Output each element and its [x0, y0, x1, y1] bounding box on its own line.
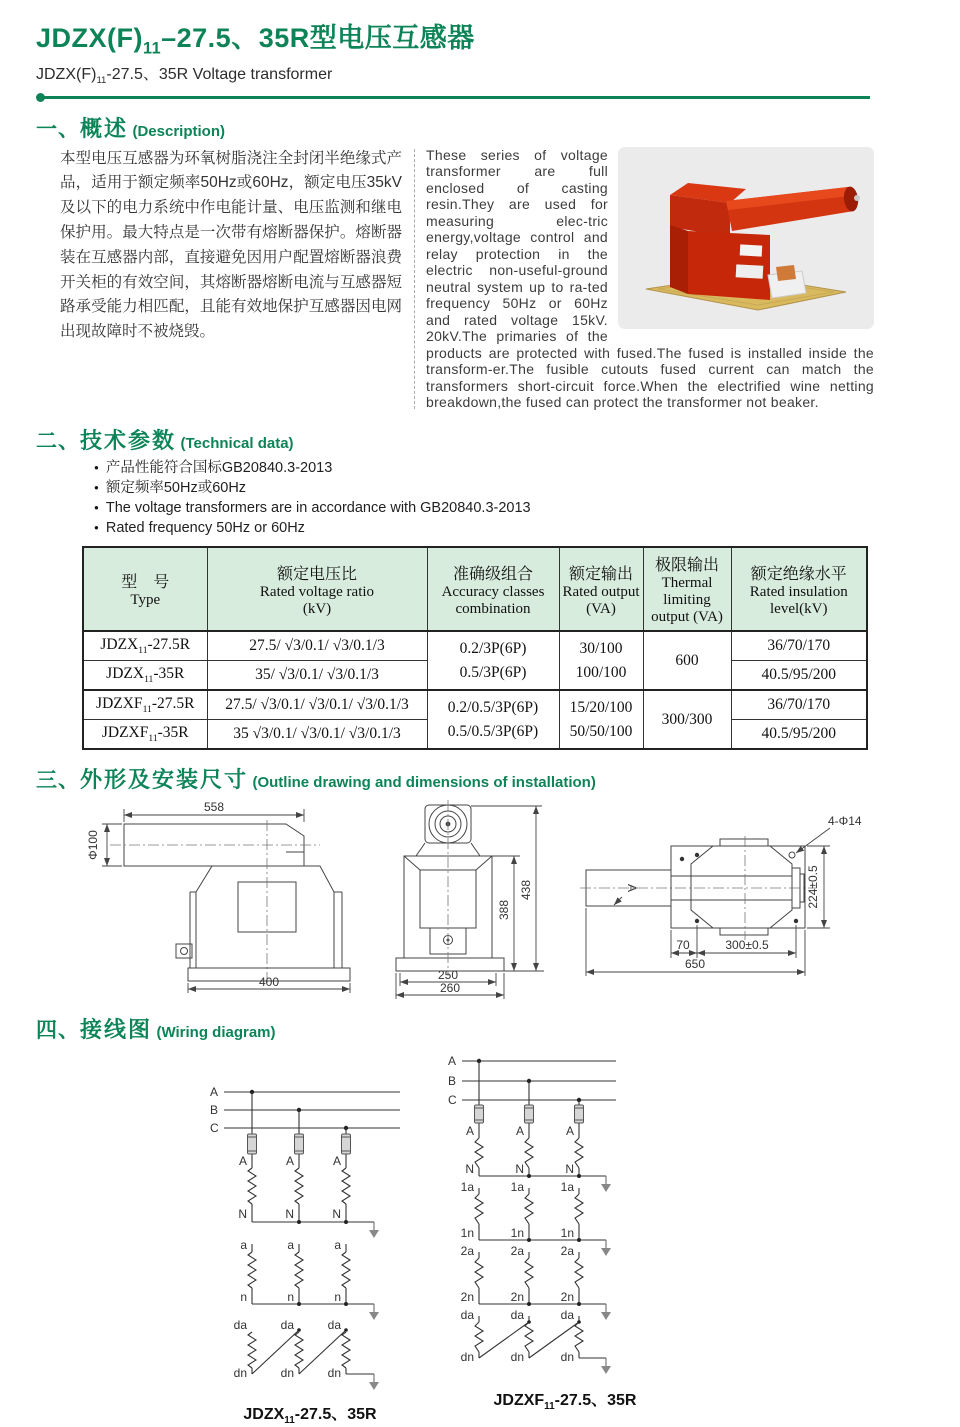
winding-label: dn [560, 1350, 574, 1365]
cell-insulation: 36/70/170 [731, 631, 867, 661]
section-title-en: (Description) [132, 122, 225, 140]
dim-label-558: 558 [203, 800, 225, 815]
cell-insulation: 36/70/170 [731, 690, 867, 720]
top-view-drawing [578, 798, 960, 998]
dim-label-224: 224±0.5 [806, 865, 820, 909]
cell-rated-output-group1: 30/100 100/100 [559, 631, 643, 690]
section-title-zh: 概述 [80, 115, 129, 141]
bullet-item: ● Rated frequency 50Hz or 60Hz [94, 519, 874, 537]
section-heading-outline [36, 763, 874, 794]
cell-accuracy-group1: 0.2/3P(6P) 0.5/3P(6P) [427, 631, 559, 690]
wiring-caption-jdzx: $JDZX_{11}-27.5$、35R [243, 1406, 377, 1427]
winding-label: dn [460, 1350, 474, 1365]
dim-label-650: 650 [684, 957, 706, 972]
cell-ratio: 27.5/ √3/0.1/ √3/0.1/ √3/0.1/3 [207, 690, 427, 720]
cell-accuracy-group2: 0.2/0.5/3P(6P) 0.5/0.5/3P(6P) [427, 690, 559, 749]
winding-label: n [287, 1290, 294, 1305]
winding-label: N [465, 1162, 474, 1177]
page-title: $JDZX(F)_{11}-27.5$、35R型电压互感器 [36, 23, 475, 58]
dim-label-300: 300±0.5 [725, 938, 769, 953]
wiring-caption-jdzxf: $JDZXF_{11}-27.5$、35R [493, 1392, 637, 1413]
dim-label-70: 70 [676, 938, 690, 953]
front-view-drawing [392, 798, 570, 1000]
bullet-item: ● 产品性能符合国标GB20840.3-2013 [94, 459, 874, 477]
section-title-en: (Wiring diagram) [156, 1024, 276, 1042]
section-arrow-label: A [625, 884, 639, 893]
technical-bullet-list [94, 459, 874, 538]
winding-label: 1a [510, 1180, 524, 1195]
winding-label: da [510, 1308, 524, 1323]
col-header-ratio: 额定电压比 Rated voltage ratio (kV) [207, 547, 427, 631]
winding-label: da [327, 1318, 341, 1333]
phase-label: A [210, 1085, 219, 1100]
section-heading-technical-data [36, 424, 874, 455]
cell-insulation: 40.5/95/200 [731, 661, 867, 691]
winding-label: N [238, 1207, 247, 1222]
section-title-zh: 外形及安装尺寸 [80, 767, 249, 793]
winding-label: A [515, 1124, 524, 1139]
winding-label: N [285, 1207, 294, 1222]
winding-label: A [465, 1124, 474, 1139]
winding-label: dn [510, 1350, 524, 1365]
wiring-diagram-jdzx [204, 1076, 416, 1392]
cell-ratio: 27.5/ √3/0.1/ √3/0.1/3 [207, 631, 427, 661]
dim-label-250: 250 [437, 968, 459, 983]
winding-label: a [287, 1238, 294, 1253]
phase-label: B [448, 1074, 457, 1089]
winding-label: n [240, 1290, 247, 1305]
cell-ratio: 35 √3/0.1/ √3/0.1/ √3/0.1/3 [207, 720, 427, 750]
section-title-zh: 接线图 [80, 1017, 153, 1043]
winding-label: n [334, 1290, 341, 1305]
en-paragraph: These series of voltage transformer are full enclosed of casting resin.They are used for measuring elec-tric energy,voltage control and relay protection in the electric non-useful-ground neutral system up to ra-ted frequency 50Hz or 60Hz and rated voltage 15kV. 20kV.The primaries of the products are protected with fused.The fused is installed inside the transform-er.The fusible cutouts fused current can match the transformers short-circuit force.When the electrified wine netting breakdown,the fused can protect the transformer not beaker. [426, 146, 874, 411]
phase-label: A [448, 1054, 457, 1069]
technical-data-table [82, 546, 868, 750]
description-section [60, 147, 874, 411]
table-row [83, 631, 867, 661]
winding-label: 1n [510, 1226, 524, 1241]
winding-label: A [238, 1154, 247, 1169]
winding-label: 1n [560, 1226, 574, 1241]
cell-insulation: 40.5/95/200 [731, 720, 867, 750]
winding-label: 2n [560, 1290, 574, 1305]
winding-label: dn [280, 1366, 294, 1381]
section-number: 三、 [36, 769, 80, 793]
winding-label: A [285, 1154, 294, 1169]
en-paragraph-block [426, 147, 874, 411]
section-number: 四、 [36, 1019, 80, 1043]
dim-label-388: 388 [497, 900, 511, 921]
cell-thermal-group2: 300/300 [643, 690, 731, 749]
col-header-rated-output: 额定输出 Rated output (VA) [559, 547, 643, 631]
cell-type: $JDZXF_{11}-35R$ [83, 720, 207, 750]
section-heading-description [36, 112, 874, 143]
cell-thermal-group1: 600 [643, 631, 731, 690]
winding-label: dn [327, 1366, 341, 1381]
winding-label: 2n [460, 1290, 474, 1305]
winding-label: da [460, 1308, 474, 1323]
column-divider [414, 149, 415, 409]
winding-label: A [565, 1124, 574, 1139]
wiring-block-jdzx [204, 1076, 416, 1426]
cn-paragraph: 本型电压互感器为环氧树脂浇注全封闭半绝缘式产品，适用于额定频率50Hz或60Hz，额定电压35kV及以下的电力系统中作电能计量、电压监测和继电保护用。最大特点是一次带有熔断器保护。熔断器装在互感器内部，直接避免因用户配置熔断器浪费开关柜的有效空间，其熔断器熔断电流与互感器短路承受能力相匹配，且能有效地保护互感器因电网出现故障时不被烧毁。 [60, 149, 402, 341]
winding-label: da [560, 1308, 574, 1323]
wiring-diagrams [204, 1048, 874, 1426]
header-rule [38, 96, 870, 99]
phase-label: B [210, 1103, 219, 1118]
dim-label-diameter: Φ100 [86, 830, 100, 861]
winding-label: N [565, 1162, 574, 1177]
phase-label: C [210, 1121, 219, 1136]
dim-label-260: 260 [439, 981, 461, 996]
winding-label: 1n [460, 1226, 474, 1241]
winding-label: 1a [560, 1180, 574, 1195]
cell-type: $JDZX_{11}-27.5R$ [83, 631, 207, 661]
cell-ratio: 35/ √3/0.1/ √3/0.1/3 [207, 661, 427, 691]
winding-label: A [332, 1154, 341, 1169]
winding-label: 1a [460, 1180, 474, 1195]
col-header-type: 型 号 Type [83, 547, 207, 631]
dim-label-holes: 4-Φ14 [828, 814, 862, 829]
winding-label: a [334, 1238, 341, 1253]
col-header-accuracy: 准确级组合 Accuracy classes combination [427, 547, 559, 631]
side-view-drawing [62, 798, 384, 994]
winding-label: a [240, 1238, 247, 1253]
section-title-en: (Technical data) [180, 434, 294, 452]
cell-type: $JDZXF_{11}-27.5R$ [83, 690, 207, 720]
rule-dot [36, 93, 45, 102]
col-header-thermal-output: 极限输出 Thermal limiting output (VA) [643, 547, 731, 631]
table-row [83, 690, 867, 720]
outline-drawings [62, 798, 874, 1000]
bullet-item: ● 额定频率50Hz或60Hz [94, 479, 874, 497]
cell-type: $JDZX_{11}-35R$ [83, 661, 207, 691]
page-subtitle: $JDZX(F)_{11}-27.5$、35R Voltage transformer [36, 66, 333, 87]
winding-label: 2n [510, 1290, 524, 1305]
section-title-zh: 技术参数 [80, 427, 177, 453]
bullet-item: ● The voltage transformers are in accordance with GB20840.3-2013 [94, 499, 874, 517]
winding-label: 2a [510, 1244, 524, 1259]
section-number: 二、 [36, 429, 80, 453]
winding-label: 2a [560, 1244, 574, 1259]
winding-label: N [515, 1162, 524, 1177]
product-photo [618, 147, 874, 329]
phase-label: C [448, 1093, 457, 1108]
cell-rated-output-group2: 15/20/100 50/50/100 [559, 690, 643, 749]
winding-label: da [280, 1318, 294, 1333]
section-heading-wiring [36, 1013, 874, 1044]
winding-label: dn [233, 1366, 247, 1381]
table-header-row [83, 547, 867, 631]
winding-label: 2a [460, 1244, 474, 1259]
col-header-insulation: 额定绝缘水平 Rated insulation level(kV) [731, 547, 867, 631]
winding-label: da [233, 1318, 247, 1333]
section-title-en: (Outline drawing and dimensions of installation) [252, 774, 596, 792]
dim-label-438: 438 [519, 880, 533, 901]
wiring-block-jdzxf [444, 1048, 686, 1412]
section-number: 一、 [36, 117, 80, 141]
dim-label-400: 400 [258, 975, 280, 990]
wiring-diagram-jdzxf [444, 1048, 686, 1378]
winding-label: N [332, 1207, 341, 1222]
